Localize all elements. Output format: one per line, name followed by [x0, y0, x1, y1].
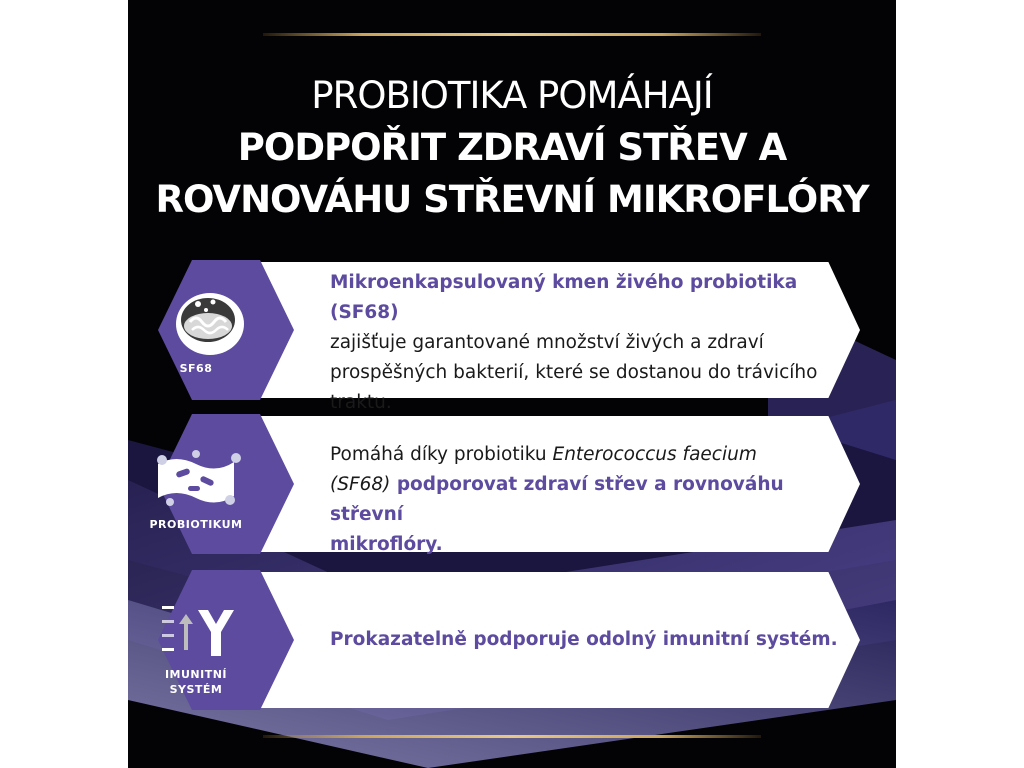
intestine-bacteria-icon [128, 414, 264, 554]
benefit-body-line-1: zajišťuje garantované množství živých a zdraví [330, 332, 764, 353]
benefit-highlight: Mikroenkapsulovaný kmen živého probiotika (SF68) [330, 272, 798, 323]
benefit-body-line-1: Pomáhá díky probiotiku [330, 444, 553, 465]
badge-label-imunitni-line-1: IMUNITNÍ [164, 668, 228, 681]
species-name: Enterococcus faecium [552, 444, 757, 465]
badge-label-imunitni-line-2: SYSTÉM [169, 683, 223, 696]
badge-label-probiotikum: PROBIOTIKUM [149, 518, 243, 531]
benefit-row-sf68 [128, 260, 896, 413]
benefit-line-1 [330, 440, 850, 470]
benefit-highlight: Prokazatelně podporuje odolný imunitní systém. [330, 629, 838, 650]
infographic-panel [128, 0, 896, 768]
gold-rule-bottom [263, 735, 761, 738]
benefit-text [330, 625, 850, 655]
headline-line-1: PROBIOTIKA POMÁHAJÍ [311, 74, 713, 117]
benefit-body-line-3: traktu. [330, 392, 392, 413]
strain-name: (SF68) [330, 474, 391, 495]
gold-rule-top [263, 33, 761, 36]
headline-line-2: PODPOŘIT ZDRAVÍ STŘEV A [237, 126, 787, 169]
benefit-row-imunitni-system [128, 570, 896, 710]
benefit-row-probiotikum [128, 414, 896, 554]
badge-label-sf68: SF68 [179, 362, 213, 375]
headline-line-3: ROVNOVÁHU STŘEVNÍ MIKROFLÓRY [155, 178, 869, 221]
benefit-highlight-1: podporovat zdraví střev a rovnováhu střevní [330, 474, 784, 525]
benefit-text [330, 268, 850, 418]
benefit-highlight-2: mikroflóry. [330, 534, 443, 555]
benefit-line-2 [330, 470, 850, 530]
probiotic-capsule-icon [128, 260, 264, 400]
benefit-body-line-2: prospěšných bakterií, které se dostanou do trávicího [330, 362, 818, 383]
headline [128, 70, 896, 226]
benefit-text [330, 440, 850, 560]
